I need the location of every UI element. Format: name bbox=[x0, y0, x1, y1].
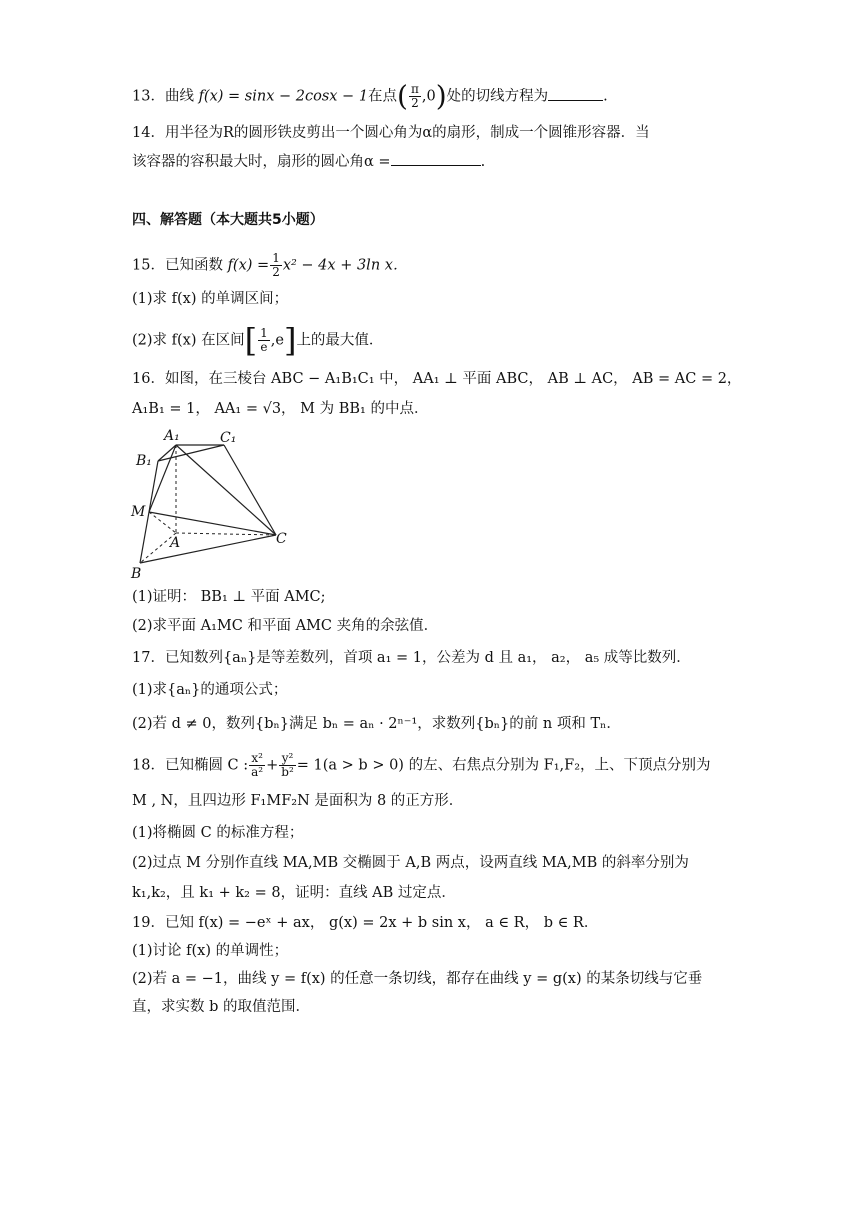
question-17-line1: 17．已知数列{aₙ}是等差数列，首项 a₁ = 1，公差为 d 且 a₁， a₂， a₅ 成等比数列． bbox=[132, 650, 691, 666]
label-c1: C₁ bbox=[220, 430, 237, 446]
question-15-part2: (2)求 f(x) 在区间[ $\frac{1}{e}$ ,e]上的最大值． bbox=[132, 321, 384, 360]
edge-m-a bbox=[149, 512, 176, 533]
question-17-part1: (1)求{aₙ}的通项公式； bbox=[132, 682, 288, 698]
label-c: C bbox=[276, 531, 287, 547]
label-a1: A₁ bbox=[164, 428, 180, 444]
question-19-part2b: 直，求实数 b 的取值范围． bbox=[132, 999, 310, 1015]
question-13: 13．曲线 f(x) = sinx − 2cosx − 1在点( $\frac{\pi}{2}$ ,0)处的切线方程为 . bbox=[132, 79, 608, 113]
q15-fraction: $\frac{1}{2}$ bbox=[272, 251, 280, 279]
question-18-line2: M , N，且四边形 F₁MF₂N 是面积为 8 的正方形． bbox=[132, 793, 464, 809]
q13-function: f(x) = sinx − 2cosx − 1 bbox=[198, 88, 369, 105]
edge-m-a1 bbox=[149, 445, 176, 512]
edge-a1-c bbox=[176, 445, 276, 535]
q13-number: 13． bbox=[132, 88, 165, 105]
edge-a-c bbox=[176, 533, 276, 535]
frustum-figure bbox=[128, 425, 293, 585]
question-16-line1: 16．如图，在三棱台 ABC − A₁B₁C₁ 中， AA₁ ⊥ 平面 ABC， AB ⊥ AC， AB = AC = 2， bbox=[132, 371, 742, 387]
question-18-part2a: (2)过点 M 分别作直线 MA,MB 交椭圆于 A,B 两点，设两直线 MA,MB 的斜率分别为 bbox=[132, 855, 689, 871]
question-16-line2: A₁B₁ = 1， AA₁ = √3， M 为 BB₁ 的中点． bbox=[132, 401, 429, 417]
label-b1: B₁ bbox=[136, 453, 152, 469]
edge-m-c bbox=[149, 512, 276, 535]
question-16-part2: (2)求平面 A₁MC 和平面 AMC 夹角的余弦值． bbox=[132, 618, 439, 634]
question-14-line2: 该容器的容积最大时，扇形的圆心角α = . bbox=[132, 151, 485, 173]
question-18-line1: 18．已知椭圆 C : $\frac{\text{x²}}{\text{a²}}$ + $\frac{\text{y²}}{\text{b²}}$ = 1(a > b > 0) 的左、右焦点分别为 F₁,F₂，上、下顶点分别为 bbox=[132, 751, 711, 779]
question-15-part1: (1)求 f(x) 的单调区间； bbox=[132, 291, 289, 307]
q18-y-fraction: $\frac{\text{y²}}{\text{b²}}$ bbox=[281, 751, 294, 779]
question-18-part2b: k₁,k₂，且 k₁ + k₂ = 8，证明：直线 AB 过定点． bbox=[132, 885, 456, 901]
edge-c1-c bbox=[224, 445, 276, 535]
question-14-line1: 14．用半径为R的圆形铁皮剪出一个圆心角为α的扇形，制成一个圆锥形容器．当 bbox=[132, 125, 650, 141]
question-15: 15．已知函数 f(x) = $\frac{1}{2}$ x² − 4x + 3ln x． bbox=[132, 251, 408, 279]
label-a: A bbox=[170, 535, 181, 551]
label-m: M bbox=[131, 504, 146, 520]
q13-point-fraction: $\frac{\pi}{2}$ bbox=[410, 82, 419, 110]
q15-interval-fraction: $\frac{1}{e}$ bbox=[260, 326, 268, 354]
question-19-line1: 19．已知 f(x) = −eˣ + ax， g(x) = 2x + b sin x， a ∈ R， b ∈ R． bbox=[132, 915, 599, 931]
question-19-part1: (1)讨论 f(x) 的单调性； bbox=[132, 943, 289, 959]
question-16-part1: (1)证明： BB₁ ⊥ 平面 AMC; bbox=[132, 589, 326, 605]
question-18-part1: (1)将椭圆 C 的标准方程； bbox=[132, 825, 304, 841]
section-heading: 四、解答题（本大题共5小题） bbox=[132, 212, 324, 228]
question-19-part2a: (2)若 a = −1，曲线 y = f(x) 的任意一条切线，都存在曲线 y = g(x) 的某条切线与它垂 bbox=[132, 971, 703, 987]
edge-b-c bbox=[140, 535, 276, 563]
question-17-part2: (2)若 d ≠ 0，数列{bₙ}满足 bₙ = aₙ · 2ⁿ⁻¹，求数列{bₙ}的前 n 项和 Tₙ． bbox=[132, 716, 621, 732]
q13-answer-blank bbox=[548, 86, 603, 101]
label-b: B bbox=[131, 566, 142, 582]
q18-x-fraction: $\frac{\text{x²}}{\text{a²}}$ bbox=[251, 751, 264, 779]
q14-answer-blank bbox=[391, 151, 481, 166]
